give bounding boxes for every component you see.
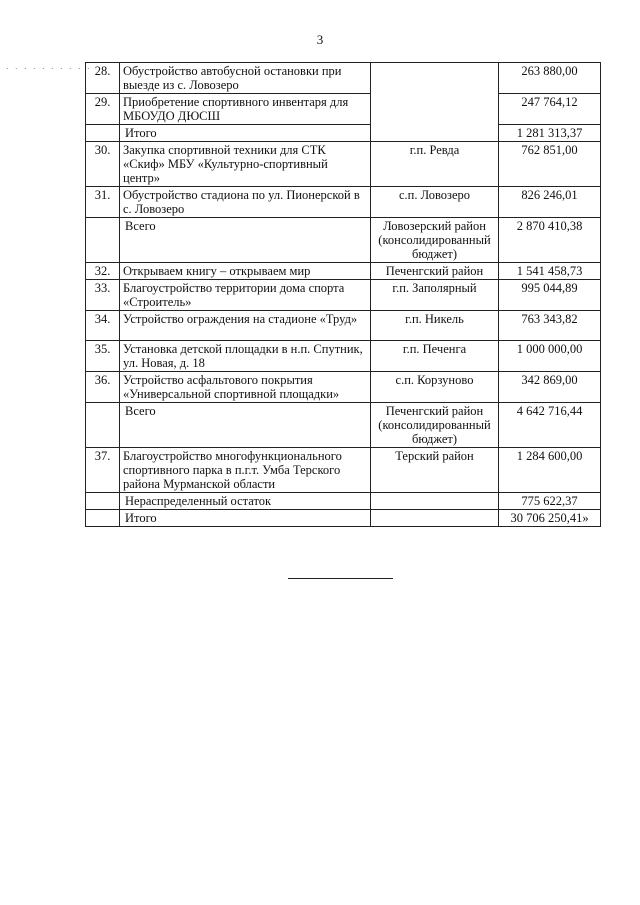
item-name: Устройство ограждения на стадионе «Труд»: [120, 311, 371, 341]
row-number: 30.: [86, 142, 120, 187]
margin-marks: . . . . . . . . . .: [6, 61, 92, 71]
table-row: [86, 311, 601, 341]
item-sum: 1 000 000,00: [499, 341, 601, 372]
item-name: Всего: [120, 218, 371, 263]
item-sum: 1 284 600,00: [499, 448, 601, 493]
item-name: Закупка спортивной техники для СТК «Скиф» МБУ «Культурно-спортивный центр»: [120, 142, 371, 187]
item-location: с.п. Корзуново: [371, 372, 499, 403]
item-sum: 2 870 410,38: [499, 218, 601, 263]
item-sum: 30 706 250,41»: [499, 510, 601, 527]
row-number: 28.: [86, 63, 120, 94]
subtotal-row: [86, 125, 601, 142]
end-divider-line: [288, 578, 393, 579]
row-number: 35.: [86, 341, 120, 372]
grand-total-row: [86, 510, 601, 527]
table-row: [86, 280, 601, 311]
item-sum: 762 851,00: [499, 142, 601, 187]
item-name: Открываем книгу – открываем мир: [120, 263, 371, 280]
table-row: [86, 263, 601, 280]
row-number: [86, 218, 120, 263]
table-row: [86, 341, 601, 372]
row-number: [86, 125, 120, 142]
item-location: [371, 63, 499, 142]
row-number: 34.: [86, 311, 120, 341]
page-number: 3: [316, 32, 324, 47]
row-number: [86, 493, 120, 510]
item-location: г.п. Никель: [371, 311, 499, 341]
row-number: 33.: [86, 280, 120, 311]
item-location: [371, 510, 499, 527]
item-name: Благоустройство территории дома спорта «Строитель»: [120, 280, 371, 311]
item-location: Терский район: [371, 448, 499, 493]
item-sum: 4 642 716,44: [499, 403, 601, 448]
item-name: Всего: [120, 403, 371, 448]
item-sum: 247 764,12: [499, 94, 601, 125]
item-location: г.п. Ревда: [371, 142, 499, 187]
row-number: 37.: [86, 448, 120, 493]
table-row: [86, 187, 601, 218]
item-sum: 1 281 313,37: [499, 125, 601, 142]
item-location: [371, 493, 499, 510]
item-sum: 995 044,89: [499, 280, 601, 311]
total-row: [86, 403, 601, 448]
item-name: Устройство асфальтового покрытия «Универсальной спортивной площадки»: [120, 372, 371, 403]
remainder-row: [86, 493, 601, 510]
item-name: Приобретение спортивного инвентаря для МБОУДО ДЮСШ: [120, 94, 371, 125]
row-number: 32.: [86, 263, 120, 280]
item-name: Обустройство стадиона по ул. Пионерской в с. Ловозеро: [120, 187, 371, 218]
table-row: [86, 372, 601, 403]
item-location: с.п. Ловозеро: [371, 187, 499, 218]
table-row: [86, 142, 601, 187]
table-row: [86, 94, 601, 125]
row-number: 29.: [86, 94, 120, 125]
table-row: [86, 63, 601, 94]
budget-table: [85, 62, 601, 527]
row-number: [86, 510, 120, 527]
item-name: Итого: [120, 125, 371, 142]
item-name: Благоустройство многофункционального спортивного парка в п.г.т. Умба Терского района Мурманской области: [120, 448, 371, 493]
item-location: Печенгский район: [371, 263, 499, 280]
row-number: 36.: [86, 372, 120, 403]
item-location: г.п. Печенга: [371, 341, 499, 372]
table-row: [86, 448, 601, 493]
item-name: Итого: [120, 510, 371, 527]
item-sum: 826 246,01: [499, 187, 601, 218]
item-sum: 342 869,00: [499, 372, 601, 403]
item-location: Печенгский район (консолидированный бюджет): [371, 403, 499, 448]
item-sum: 263 880,00: [499, 63, 601, 94]
item-name: Установка детской площадки в н.п. Спутник, ул. Новая, д. 18: [120, 341, 371, 372]
item-sum: 775 622,37: [499, 493, 601, 510]
item-location: Ловозерский район (консолидированный бюджет): [371, 218, 499, 263]
item-name: Обустройство автобусной остановки при выезде из с. Ловозеро: [120, 63, 371, 94]
item-location: г.п. Заполярный: [371, 280, 499, 311]
item-name: Нераспределенный остаток: [120, 493, 371, 510]
item-sum: 763 343,82: [499, 311, 601, 341]
total-row: [86, 218, 601, 263]
row-number: [86, 403, 120, 448]
row-number: 31.: [86, 187, 120, 218]
item-sum: 1 541 458,73: [499, 263, 601, 280]
